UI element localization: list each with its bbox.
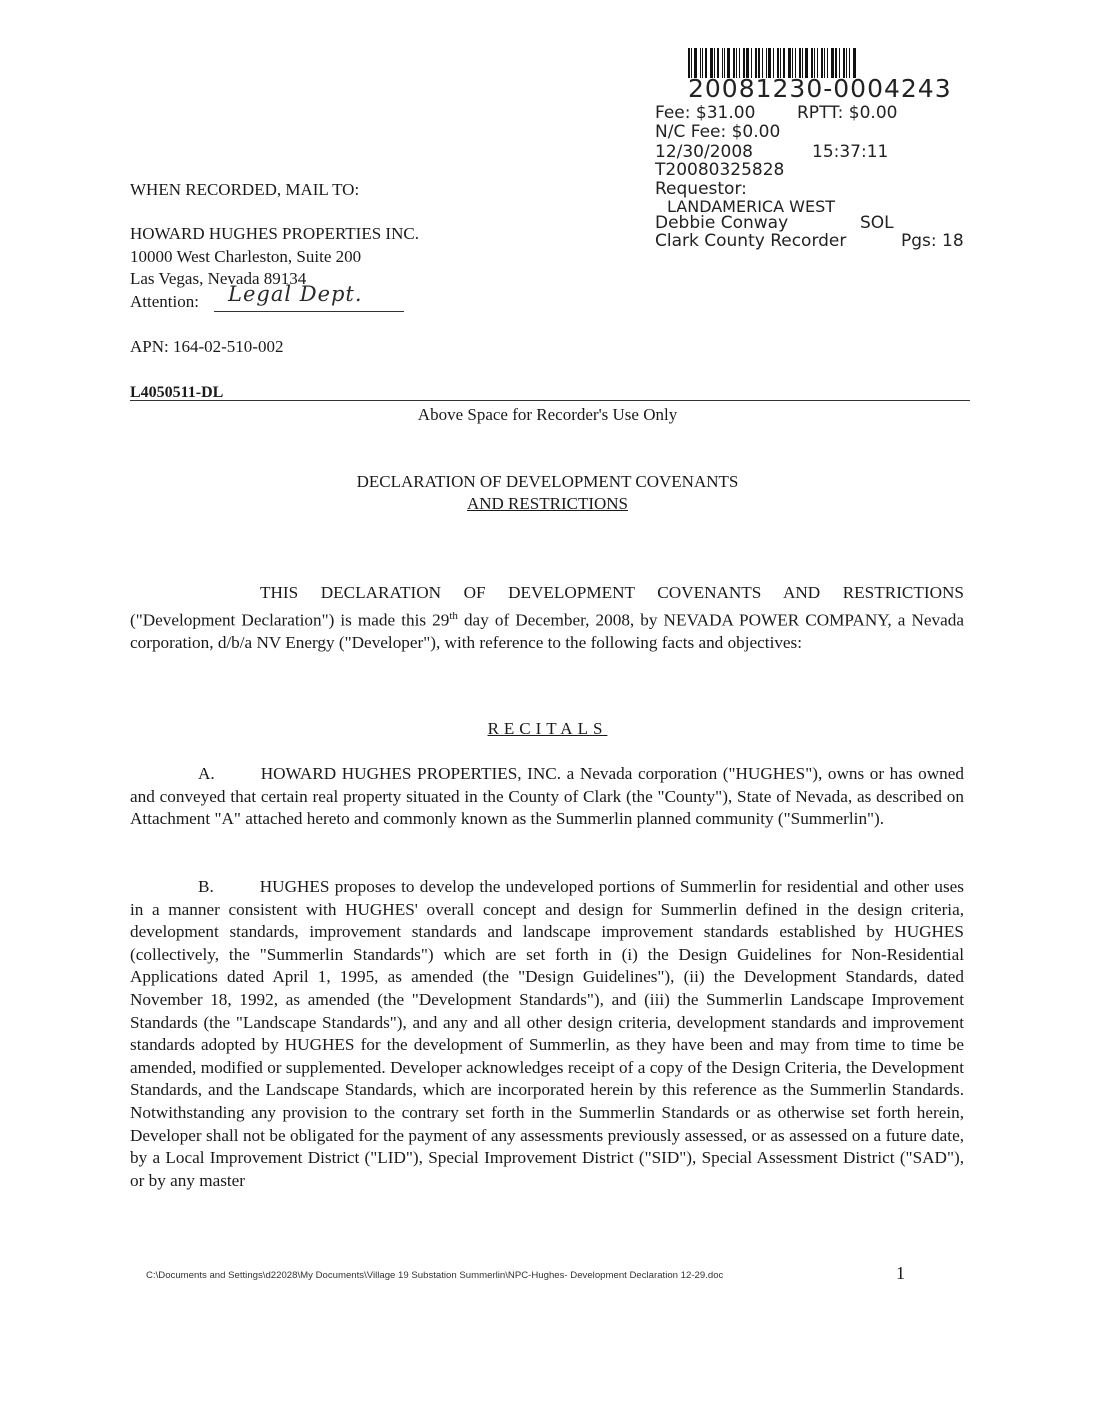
document-title-line2-text: AND RESTRICTIONS [466, 494, 629, 513]
rptt: RPTT: $0.00 [797, 103, 898, 123]
record-date: 12/30/2008 [655, 142, 753, 162]
requestor: LANDAMERICA WEST [667, 197, 835, 216]
intro-superscript: th [449, 609, 458, 622]
recitals-heading-text: RECITALS [487, 719, 608, 738]
handwritten-attention: Legal Dept. [228, 282, 363, 306]
document-number: 20081230-0004243 [688, 74, 952, 103]
reference-code: L4050511-DL [130, 384, 224, 401]
mail-to-company: HOWARD HUGHES PROPERTIES INC. [130, 224, 419, 243]
recorder-space-divider [130, 400, 970, 401]
recital-a-text: HOWARD HUGHES PROPERTIES, INC. a Nevada corporation ("HUGHES"), owns or has owned and conveyed that certain real property situated in the County of Clark (the "County"), State of Nevada, as described on Attachment "A" attached hereto and commonly known as the Summerlin planned community ("Summerlin"). [130, 764, 964, 829]
recorder-office: Clark County Recorder [655, 231, 847, 251]
clerk-code: SOL [860, 213, 894, 233]
record-time: 15:37:11 [812, 142, 889, 162]
footer-file-path: C:\Documents and Settings\d22028\My Documents\Village 19 Substation Summerlin\NPC-Hughes- Development Declaration 12-29.doc [146, 1270, 724, 1281]
attention-label: Attention: [130, 292, 199, 311]
recital-a-letter: A. [198, 764, 215, 783]
requestor-label: Requestor: [655, 179, 747, 199]
page-count: Pgs: 18 [901, 231, 964, 251]
clerk-name: Debbie Conway [655, 213, 789, 233]
page-number: 1 [896, 1263, 905, 1283]
recital-a [130, 763, 964, 831]
transaction-number: T20080325828 [655, 160, 785, 180]
intro-text-b: day of December, 2008, by NEVADA POWER COMPANY, a Nevada corporation, d/b/a NV Energy ("Developer"), with reference to the following facts and objectives: [130, 610, 964, 652]
mail-to-heading: WHEN RECORDED, MAIL TO: [130, 180, 360, 199]
intro-text-a: THIS DECLARATION OF DEVELOPMENT COVENANTS AND RESTRICTIONS ("Development Declaration") is made this 29 [130, 583, 964, 630]
recital-b-text: HUGHES proposes to develop the undeveloped portions of Summerlin for residential and other uses in a manner consistent with HUGHES' overall concept and design for Summerlin defined in the design criteria, development standards, improvement standards and landscape improvement standards established by HUGHES (collectively, the "Summerlin Standards") which are set forth in (i) the Design Guidelines for Non-Residential Applications dated April 1, 1995, as amended (the "Design Guidelines"), (ii) the Development Standards, dated November 18, 1992, as amended (the "Development Standards"), and (iii) the Summerlin Landscape Improvement Standards (the "Landscape Standards"), and any and all other design criteria, development standards and improvement standards adopted by HUGHES for the development of Summerlin, as they have been and may from time to time be amended, modified or supplemented. Developer acknowledges receipt of a copy of the Design Criteria, the Development Standards, and the Landscape Standards, which are incorporated herein by this reference as the Summerlin Standards. Notwithstanding any provision to the contrary set forth in the Summerlin Standards or as otherwise set forth herein, Developer shall not be obligated for the payment of any assessments previously assessed, or as assessed on a future date, by a Local Improvement District ("LID"), Special Improvement District ("SID"), Special Assessment District ("SAD"), or by any master [130, 877, 964, 1190]
nc-fee: N/C Fee: $0.00 [655, 122, 781, 142]
mail-to-address-line1: 10000 West Charleston, Suite 200 [130, 247, 362, 266]
mail-to-address-line2: Las Vegas, Nevada 89134 [130, 269, 307, 288]
fee: Fee: $31.00 [655, 103, 756, 123]
document-title-line2 [0, 493, 1095, 514]
intro-paragraph [130, 582, 964, 655]
apn: APN: 164-02-510-002 [130, 337, 284, 356]
recital-b-letter: B. [198, 877, 214, 896]
recitals-heading [0, 718, 1095, 739]
recorder-space-label: Above Space for Recorder's Use Only [417, 405, 678, 424]
document-title-line1: DECLARATION OF DEVELOPMENT COVENANTS [356, 472, 739, 491]
recital-b [130, 876, 964, 1192]
attention-underline [214, 311, 404, 312]
